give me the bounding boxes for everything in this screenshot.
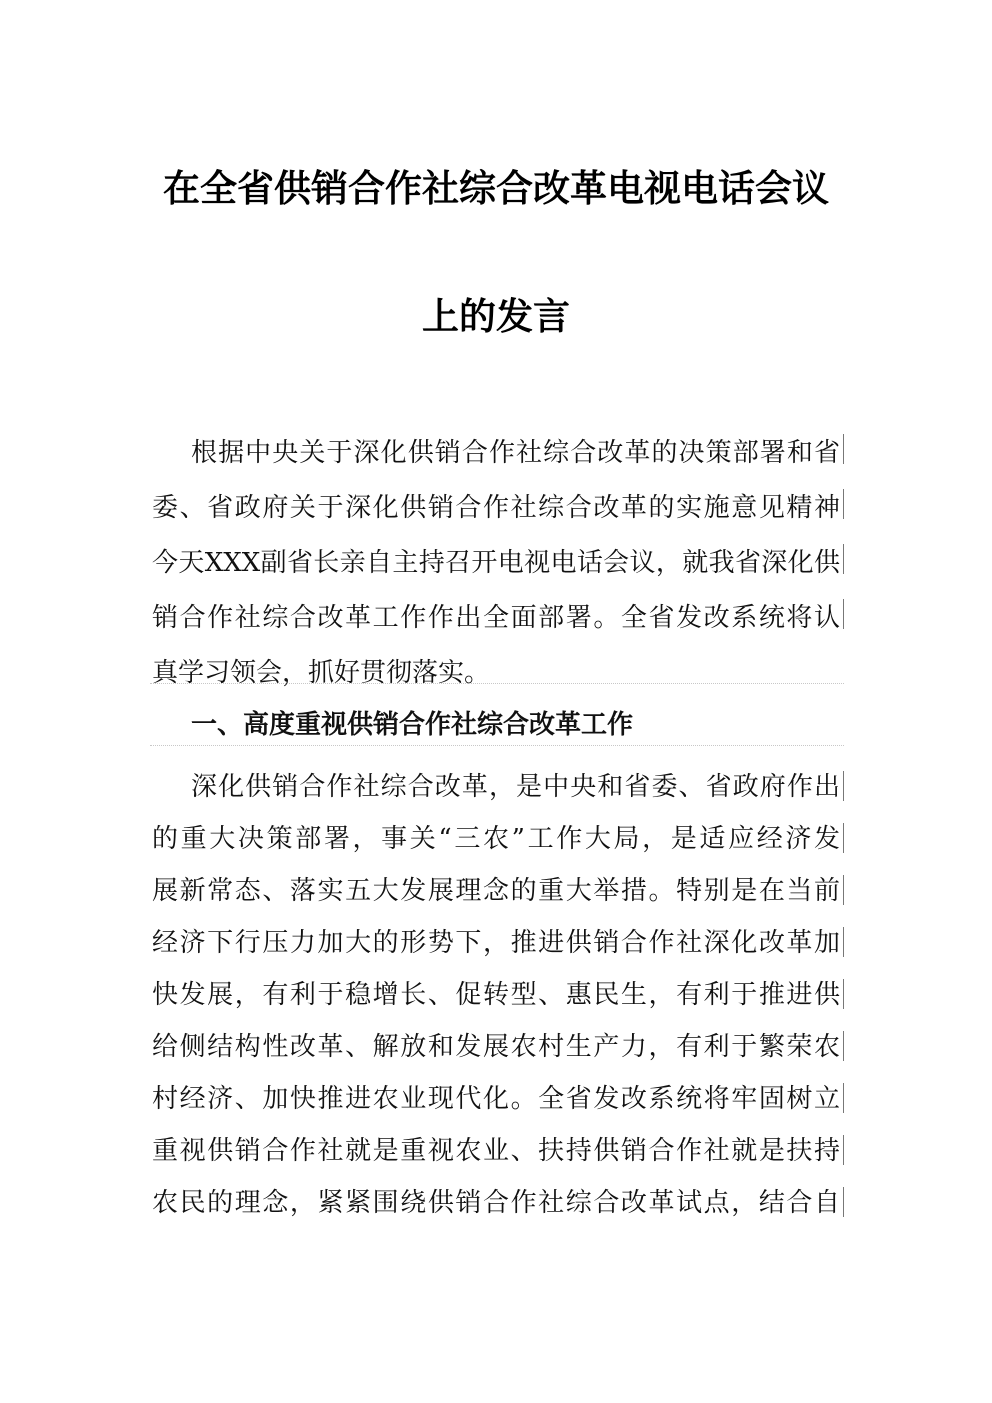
- margin-mark: [843, 1083, 844, 1113]
- paragraph-line: 经济下行压力加大的形势下，推进供销合作社深化改革加: [152, 928, 840, 958]
- paragraph-line: 真学习领会，抓好贯彻落实。: [152, 658, 491, 688]
- document-title-line-1: 在全省供销合作社综合改革电视电话会议: [163, 166, 829, 210]
- margin-mark: [843, 1135, 844, 1165]
- margin-mark: [843, 875, 844, 905]
- paragraph-line: 农民的理念，紧紧围绕供销合作社综合改革试点，结合自: [152, 1188, 840, 1218]
- margin-mark: [843, 927, 844, 957]
- paragraph-line: 委、省政府关于深化供销合作社综合改革的实施意见精神: [152, 493, 840, 523]
- paragraph-line: 今天XXX副省长亲自主持召开电视电话会议，就我省深化供: [152, 548, 840, 578]
- paragraph-divider: [150, 745, 844, 746]
- margin-mark: [843, 599, 844, 629]
- margin-mark: [843, 489, 844, 519]
- paragraph-line: 深化供销合作社综合改革，是中央和省委、省政府作出: [191, 772, 840, 802]
- paragraph-line: 展新常态、落实五大发展理念的重大举措。特别是在当前: [152, 876, 840, 906]
- margin-mark: [843, 823, 844, 853]
- paragraph-line: 根据中央关于深化供销合作社综合改革的决策部署和省: [191, 438, 840, 468]
- paragraph-line: 的重大决策部署，事关“三农”工作大局，是适应经济发: [152, 824, 840, 854]
- paragraph-line: 重视供销合作社就是重视农业、扶持供销合作社就是扶持: [152, 1136, 840, 1166]
- paragraph-line: 村经济、加快推进农业现代化。全省发改系统将牢固树立: [152, 1084, 840, 1114]
- paragraph-line: 销合作社综合改革工作作出全面部署。全省发改系统将认: [152, 603, 840, 633]
- paragraph-divider: [150, 683, 844, 684]
- section-heading-1: 一、高度重视供销合作社综合改革工作: [191, 710, 634, 740]
- margin-mark: [843, 979, 844, 1009]
- margin-mark: [843, 544, 844, 574]
- paragraph-line: 快发展，有利于稳增长、促转型、惠民生，有利于推进供: [152, 980, 840, 1010]
- margin-mark: [843, 1031, 844, 1061]
- paragraph-line: 给侧结构性改革、解放和发展农村生产力，有利于繁荣农: [152, 1032, 840, 1062]
- document-title-line-2: 上的发言: [422, 294, 570, 338]
- margin-mark: [843, 771, 844, 801]
- margin-mark: [843, 1187, 844, 1217]
- margin-mark: [843, 434, 844, 464]
